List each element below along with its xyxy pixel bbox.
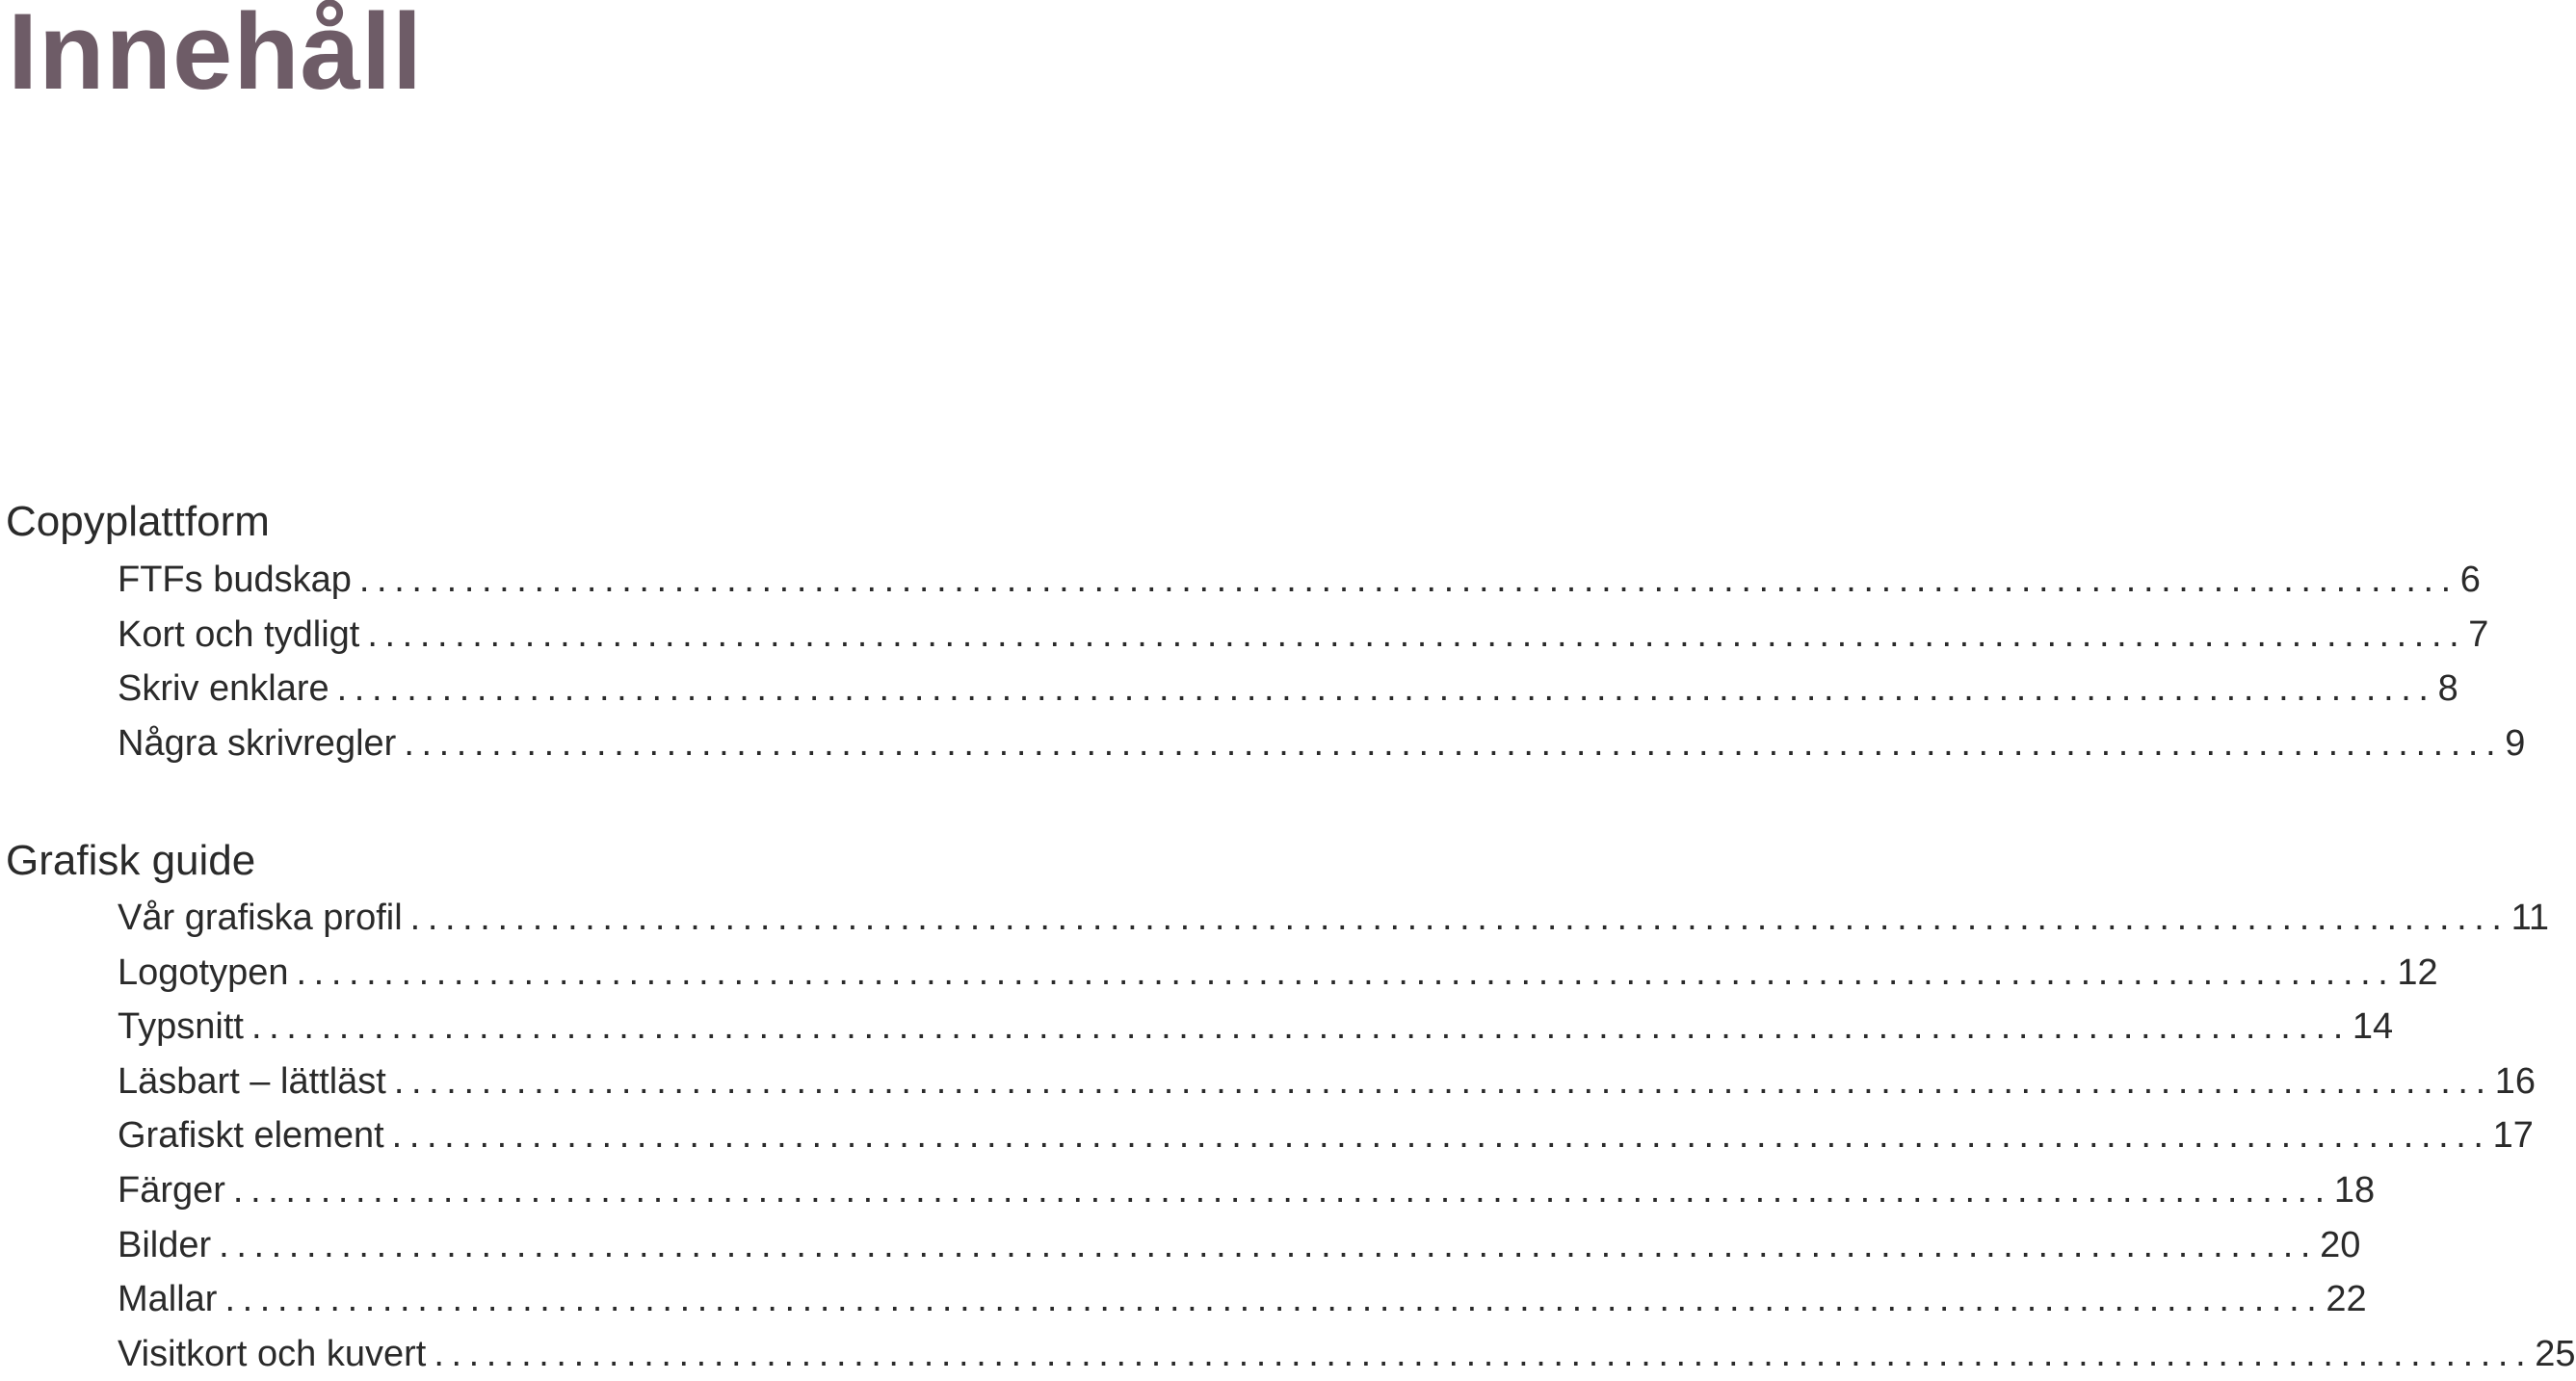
toc-entry[interactable] bbox=[118, 1000, 2394, 1055]
toc-entry-label: Visitkort och kuvert bbox=[118, 1333, 427, 1374]
toc-page-number: 18 bbox=[2333, 1169, 2376, 1211]
toc-entry-label: Skriv enklare bbox=[118, 668, 329, 710]
dot-leader: ........................................................................................................................ bbox=[393, 1060, 2493, 1102]
toc-entry[interactable] bbox=[118, 946, 2438, 1001]
dot-leader: ........................................................................................................................ bbox=[434, 1333, 2534, 1374]
toc-entry-label: Bilder bbox=[118, 1224, 212, 1265]
toc-entry[interactable] bbox=[118, 891, 2550, 946]
dot-leader: ........................................................................................................................ bbox=[367, 613, 2467, 655]
toc-page-number: 22 bbox=[2326, 1279, 2367, 1320]
toc-entry-label: FTFs budskap bbox=[118, 560, 352, 600]
dot-leader: ........................................................................................................................ bbox=[391, 1115, 2491, 1157]
toc-entry[interactable] bbox=[118, 1272, 2367, 1327]
toc-entry[interactable] bbox=[118, 608, 2489, 663]
dot-leader: ........................................................................................................................ bbox=[409, 898, 2510, 938]
toc-page-number: 17 bbox=[2492, 1115, 2534, 1157]
toc-entry[interactable] bbox=[118, 1327, 2576, 1381]
toc-list-copyplattform bbox=[118, 553, 2526, 770]
toc-entry[interactable] bbox=[118, 1163, 2376, 1218]
toc-entry-label: Vår grafiska profil bbox=[118, 898, 403, 938]
section-heading-copyplattform: Copyplattform bbox=[6, 498, 270, 545]
toc-list-grafisk-guide bbox=[118, 891, 2576, 1381]
toc-page-number: 14 bbox=[2352, 1006, 2394, 1048]
toc-page-number: 20 bbox=[2320, 1224, 2361, 1265]
toc-entry-label: Några skrivregler bbox=[118, 722, 397, 764]
dot-leader: ........................................................................................................................ bbox=[250, 1006, 2351, 1048]
page-title: Innehåll bbox=[8, 0, 424, 112]
dot-leader: ........................................................................................................................ bbox=[296, 951, 2396, 993]
dot-leader: ........................................................................................................................ bbox=[404, 722, 2504, 764]
toc-entry[interactable] bbox=[118, 1218, 2361, 1273]
toc-entry-label: Färger bbox=[118, 1169, 225, 1211]
dot-leader: ........................................................................................................................ bbox=[232, 1169, 2332, 1211]
dot-leader: ........................................................................................................................ bbox=[224, 1279, 2325, 1320]
toc-entry-label: Mallar bbox=[118, 1279, 218, 1320]
toc-entry-label: Logotypen bbox=[118, 951, 289, 993]
toc-page-number: 16 bbox=[2494, 1060, 2537, 1102]
toc-entry[interactable] bbox=[118, 1108, 2534, 1163]
dot-leader: ........................................................................................................................ bbox=[219, 1224, 2319, 1265]
toc-entry-label: Läsbart – lättläst bbox=[118, 1060, 386, 1102]
toc-page-number: 6 bbox=[2459, 560, 2481, 600]
toc-entry[interactable] bbox=[118, 553, 2481, 608]
dot-leader: ........................................................................................................................ bbox=[336, 668, 2436, 710]
section-heading-grafisk-guide: Grafisk guide bbox=[6, 837, 256, 884]
toc-entry-label: Typsnitt bbox=[118, 1006, 244, 1048]
toc-entry-label: Grafiskt element bbox=[118, 1115, 384, 1157]
toc-page-number: 25 bbox=[2535, 1333, 2576, 1374]
dot-leader: ........................................................................................................................ bbox=[358, 560, 2458, 600]
toc-page-number: 11 bbox=[2510, 898, 2550, 938]
toc-page-number: 7 bbox=[2468, 613, 2489, 655]
toc-page-number: 9 bbox=[2505, 722, 2526, 764]
toc-entry-label: Kort och tydligt bbox=[118, 613, 360, 655]
toc-page-number: 12 bbox=[2397, 951, 2438, 993]
toc-page-number: 8 bbox=[2437, 668, 2458, 710]
toc-entry[interactable] bbox=[118, 662, 2458, 717]
toc-entry[interactable] bbox=[118, 717, 2526, 771]
toc-entry[interactable] bbox=[118, 1055, 2537, 1109]
